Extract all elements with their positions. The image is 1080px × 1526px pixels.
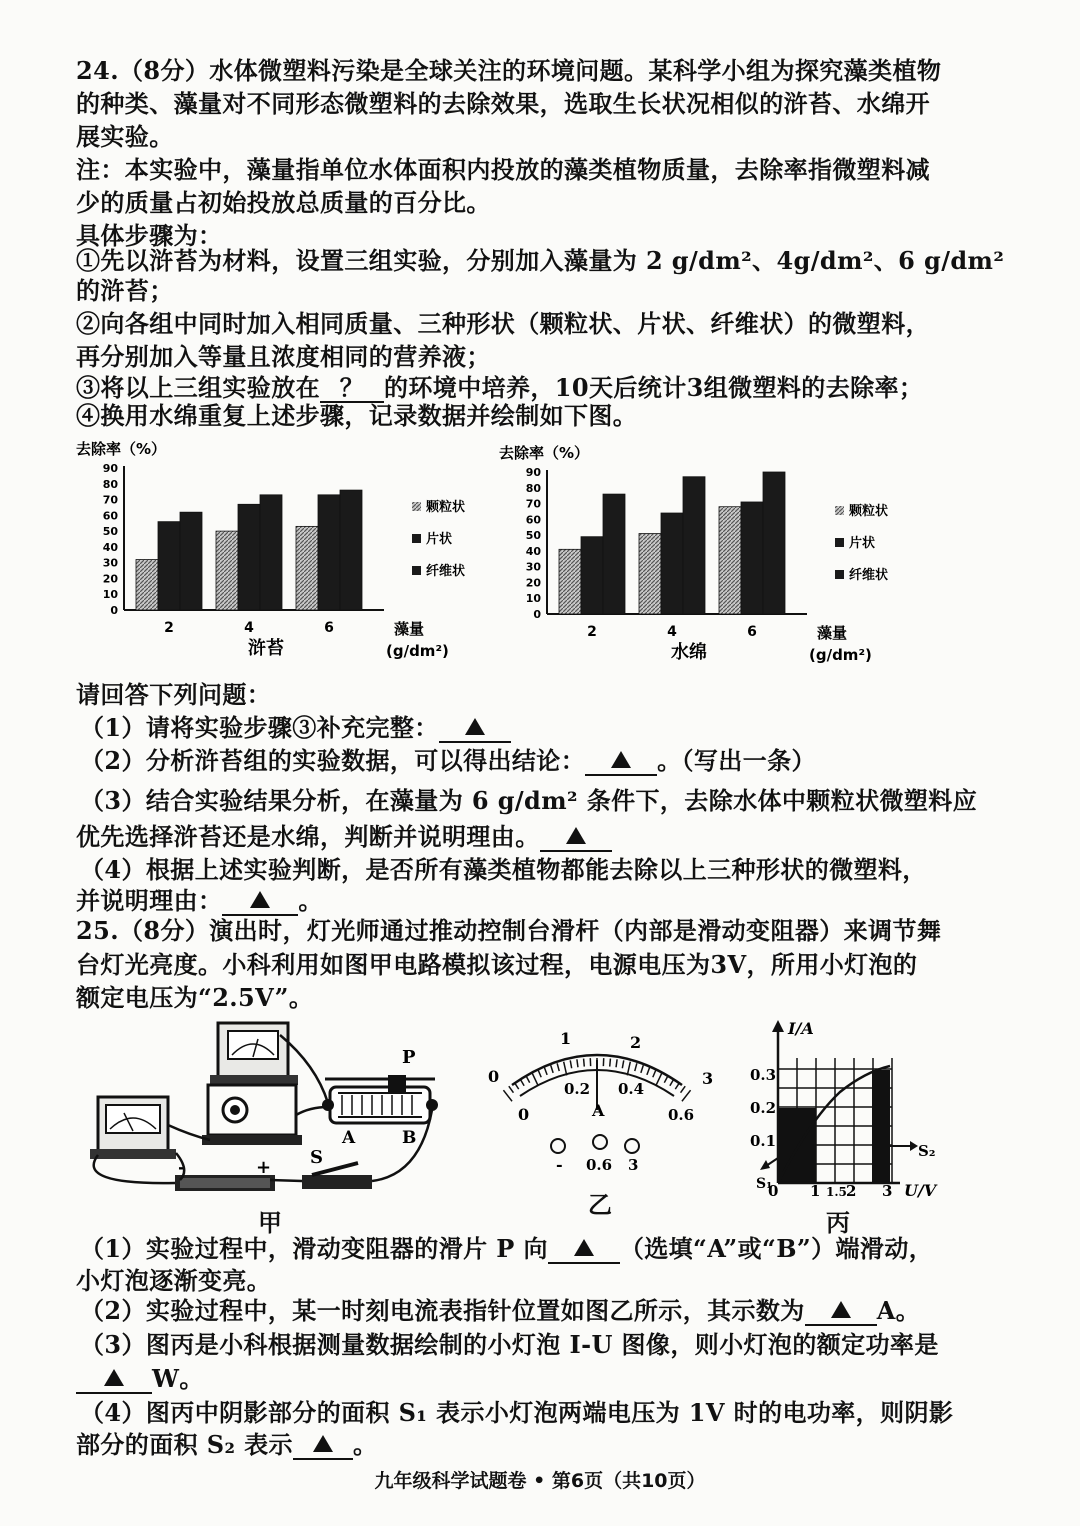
dial-tick: [544, 1067, 547, 1075]
figure-bing-iu-graph: [750, 1020, 960, 1204]
y-tick-label: 40: [102, 540, 118, 554]
q24-note-2: 少的质量占初始投放总质量的百分比。: [76, 188, 491, 217]
legend-label: 纤维状: [849, 568, 889, 583]
y-tick-label: 20: [525, 576, 541, 590]
iu-xtick-1: 1: [810, 1182, 821, 1200]
rheostat-label-b: B: [402, 1128, 417, 1148]
switch-label-s: S: [310, 1147, 323, 1168]
chart-shuimian-svg: [495, 444, 935, 669]
page-footer: 九年级科学试题卷 • 第6页（共10页）: [374, 1470, 706, 1492]
legend-label: 颗粒状: [426, 500, 466, 515]
iu-xtick-2: 2: [846, 1182, 857, 1200]
q24-sub4-text: 并说明理由：: [76, 886, 223, 915]
dial-top-3: 3: [702, 1069, 714, 1088]
q25-line-3: 额定电压为“2.5V”。: [76, 983, 314, 1012]
terminal-minus-icon: [551, 1139, 565, 1153]
x-tick-label: 2: [164, 620, 174, 636]
bar-片状-4: [661, 513, 683, 614]
answer-triangle-icon: [574, 1239, 594, 1256]
q25-line-1: 25.（8分）演出时，灯光师通过推动控制台滑杆（内部是滑动变阻器）来调节舞: [76, 916, 942, 945]
dial-tick: [610, 1059, 611, 1067]
q25-sub1-l2: 小灯泡逐渐变亮。: [76, 1266, 272, 1295]
dial-tick: [532, 1073, 538, 1086]
answer-blank-25-1[interactable]: [548, 1236, 620, 1264]
bar-片状-6: [318, 495, 340, 610]
dial-tick: [681, 1086, 686, 1093]
y-tick-label: 80: [102, 477, 118, 491]
dial-tick: [526, 1076, 530, 1083]
bar-颗粒状-6: [719, 507, 741, 614]
q25-sub4-post: 。: [352, 1430, 378, 1459]
answer-blank-24-4[interactable]: [222, 888, 298, 916]
q25-sub4-l1: （4）图丙中阴影部分的面积 S₁ 表示小灯泡两端电压为 1V 时的电功率，则阴影: [80, 1398, 954, 1427]
q24-note-1: 注：本实验中，藻量指单位水体面积内投放的藻类植物质量，去除率指微塑料减: [76, 155, 930, 184]
q25-sub2-post: A。: [876, 1296, 921, 1325]
q24-sub4-l2: [76, 886, 956, 916]
q25-sub3-l1: （3）图丙是小科根据测量数据绘制的小灯泡 I-U 图像，则小灯泡的额定功率是: [80, 1330, 939, 1359]
y-tick-label: 50: [525, 529, 541, 543]
dial-tick: [503, 1090, 512, 1101]
voltmeter-icon: [210, 1023, 298, 1085]
x-tick-label: 6: [747, 624, 757, 640]
bar-颗粒状-4: [639, 534, 661, 614]
q24-step-1: ①先以浒苔为材料，设置三组实验，分别加入藻量为 2 g/dm²、4g/dm²、6 g/dm²: [76, 246, 1005, 275]
q24-sub1: [80, 713, 960, 743]
step3-post: 的环境中培养，10天后统计3组微塑料的去除率；: [384, 373, 924, 402]
ammeter-icon: [90, 1097, 176, 1159]
rheostat-label-a: A: [342, 1128, 356, 1148]
dial-tick: [570, 1060, 571, 1068]
y-tick-label: 70: [525, 497, 541, 511]
figure-jia-caption: 甲: [258, 1208, 282, 1237]
dial-bottom-1: 0.2: [564, 1080, 591, 1098]
dial-top-1: 1: [560, 1029, 572, 1048]
dial-tick: [564, 1062, 567, 1076]
dial-top-0: 0: [488, 1067, 500, 1086]
chart-xlabel: 浒苔: [248, 638, 284, 659]
dial-bottom-0: 0: [518, 1105, 530, 1124]
q25-sub2: [80, 1296, 960, 1326]
y-axis-arrow-icon: [772, 1020, 784, 1032]
answer-triangle-icon: [465, 718, 485, 735]
x-tick-label: 6: [324, 620, 334, 636]
answer-blank-25-4[interactable]: [293, 1432, 353, 1460]
y-tick-label: 60: [525, 513, 541, 527]
dial-bottom-2: 0.4: [618, 1080, 645, 1098]
q24-step-3: [76, 373, 956, 403]
q24-step-2b: 再分别加入等量且浓度相同的营养液；: [76, 342, 491, 371]
legend-label: 颗粒状: [849, 504, 889, 519]
q25-sub1-text: （1）实验过程中，滑动变阻器的滑片 P 向: [80, 1234, 548, 1263]
y-tick-label: 70: [102, 493, 118, 507]
answer-blank-24-1[interactable]: [439, 715, 511, 743]
dial-tick: [577, 1059, 578, 1067]
iu-xtick-15: 1.5: [826, 1185, 847, 1199]
step3-pre: ③将以上三组实验放在: [76, 373, 320, 402]
chart-xunit: (g/dm²): [809, 646, 872, 664]
q24-sub4-l1: （4）根据上述实验判断，是否所有藻类植物都能去除以上三种形状的微塑料，: [80, 855, 927, 884]
y-tick-label: 30: [102, 556, 118, 570]
dial-tick: [641, 1065, 643, 1073]
q24-sub1-text: （1）请将实验步骤③补充完整：: [80, 713, 439, 742]
iu-s2-label: S₂: [918, 1142, 936, 1160]
q24-sub2: [80, 746, 960, 776]
bar-颗粒状-6: [296, 526, 318, 610]
answer-blank-24-2[interactable]: [585, 748, 657, 776]
iu-ytick-03: 0.3: [750, 1066, 777, 1084]
y-tick-label: 60: [102, 509, 118, 523]
bar-颗粒状-2: [559, 549, 581, 614]
bar-颗粒状-2: [136, 560, 158, 610]
iu-ylabel: I/A: [788, 1020, 814, 1038]
dial-tick: [627, 1062, 630, 1076]
dial-tick: [682, 1090, 691, 1101]
dial-tick: [551, 1065, 553, 1073]
y-tick-label: 0: [533, 608, 541, 621]
iu-s1-label: S₁: [756, 1176, 773, 1192]
dial-tick: [509, 1086, 514, 1093]
bar-片状-4: [238, 504, 260, 610]
dial-tick: [635, 1063, 637, 1071]
legend-swatch: [835, 506, 844, 515]
legend-swatch: [835, 538, 844, 547]
bar-颗粒状-4: [216, 531, 238, 610]
x-tick-label: 4: [244, 620, 254, 636]
battery-minus-label: -: [178, 1157, 186, 1178]
iu-xtick-0: 0: [768, 1182, 779, 1200]
terminal-06: 0.6: [586, 1156, 613, 1174]
bar-片状-2: [581, 537, 603, 614]
y-tick-label: 20: [102, 572, 118, 586]
q25-sub3-l2: [76, 1364, 956, 1394]
chart-hutai: [72, 440, 472, 669]
y-tick-label: 50: [102, 525, 118, 539]
legend-swatch: [412, 566, 421, 575]
dial-tick: [514, 1082, 518, 1089]
dial-tick: [675, 1082, 679, 1089]
y-tick-label: 90: [102, 462, 118, 475]
bar-纤维状-6: [340, 490, 362, 610]
legend-label: 片状: [426, 532, 453, 547]
q25-sub2-text: （2）实验过程中，某一时刻电流表指针位置如图乙所示，其示数为: [80, 1296, 805, 1325]
answer-blank-25-3[interactable]: [76, 1366, 152, 1394]
dial-tick: [616, 1059, 617, 1067]
answer-triangle-icon: [831, 1301, 851, 1318]
iu-xtick-3: 3: [882, 1182, 893, 1200]
q24-sub3-text: 优先选择浒苔还是水绵，判断并说明理由。: [76, 822, 540, 851]
terminal-minus: -: [556, 1155, 563, 1174]
bar-纤维状-4: [683, 477, 705, 614]
chart-ylabel: 去除率（%）: [499, 444, 590, 462]
chart-xunit-label: 藻量: [394, 620, 425, 638]
chart-xlabel: 水绵: [671, 642, 707, 663]
rheostat-icon: [322, 1075, 438, 1123]
y-tick-label: 40: [525, 544, 541, 558]
answer-triangle-icon: [313, 1435, 333, 1452]
answer-blank-25-2[interactable]: [805, 1298, 877, 1326]
rheostat-label-p: P: [402, 1047, 416, 1068]
answer-triangle-icon: [250, 891, 270, 908]
dial-tick: [557, 1063, 559, 1071]
bar-纤维状-4: [260, 495, 282, 610]
lamp-icon: [202, 1085, 302, 1145]
dial-tick: [664, 1076, 668, 1083]
q25-sub4-text: 部分的面积 S₂ 表示: [76, 1430, 293, 1459]
legend-label: 片状: [849, 536, 876, 551]
q24-sub3-l2: [76, 822, 956, 852]
legend-label: 纤维状: [426, 564, 466, 579]
terminal-06-icon: [593, 1135, 607, 1149]
q24-line-1: 24.（8分）水体微塑料污染是全球关注的环境问题。某科学小组为探究藻类植物: [76, 56, 942, 85]
q24-sub2-text: （2）分析浒苔组的实验数据，可以得出结论：: [80, 746, 586, 775]
figure-jia-circuit: [80, 1015, 460, 1214]
q24-step-1b: 的浒苔；: [76, 276, 174, 305]
shaded-area-s2: [872, 1070, 890, 1183]
iu-ytick-02: 0.2: [750, 1099, 777, 1117]
y-tick-label: 0: [110, 604, 118, 617]
answer-triangle-icon: [104, 1369, 124, 1386]
x-tick-label: 2: [587, 624, 597, 640]
bar-纤维状-2: [180, 512, 202, 610]
q24-step-4: ④换用水绵重复上述步骤，记录数据并绘制如下图。: [76, 401, 638, 430]
dial-top-2: 2: [630, 1033, 642, 1052]
dial-bottom-3: 0.6: [668, 1106, 695, 1124]
dial-tick: [647, 1067, 650, 1075]
chart-xunit: (g/dm²): [386, 642, 449, 660]
q25-sub4-l2: [76, 1430, 956, 1460]
q24-sub4-post: 。: [298, 886, 323, 915]
q25-sub1-post: （选填“A”或“B”）端滑动，: [619, 1234, 934, 1263]
legend-swatch: [412, 534, 421, 543]
chart-ylabel: 去除率（%）: [76, 440, 167, 458]
iu-xlabel: U/V: [904, 1181, 937, 1200]
step3-blank[interactable]: ？: [320, 375, 384, 403]
x-tick-label: 4: [667, 624, 677, 640]
figure-bing-caption: 丙: [826, 1208, 850, 1237]
chart-xunit-label: 藻量: [817, 624, 848, 642]
battery-plus-label: +: [256, 1157, 272, 1178]
s1-arrow-icon: [760, 1160, 770, 1170]
y-tick-label: 90: [525, 466, 541, 479]
bar-纤维状-6: [763, 472, 785, 614]
dial-tick: [622, 1060, 623, 1068]
answer-triangle-icon: [566, 827, 586, 844]
figure-yi-caption: 乙: [588, 1190, 612, 1219]
legend-swatch: [835, 570, 844, 579]
q25-sub1: [80, 1234, 960, 1264]
chart-shuimian: [495, 444, 935, 673]
dial-unit: A: [592, 1101, 605, 1120]
dial-tick: [538, 1070, 541, 1077]
q24-prompt: 请回答下列问题：: [76, 680, 272, 709]
bar-纤维状-2: [603, 494, 625, 614]
q24-line-3: 展实验。: [76, 122, 174, 151]
dial-tick: [584, 1059, 585, 1067]
dial-tick: [653, 1070, 656, 1077]
y-tick-label: 10: [102, 588, 118, 602]
q25-line-2: 台灯光亮度。小科利用如图甲电路模拟该过程，电源电压为3V，所用小灯泡的: [76, 950, 918, 979]
answer-blank-24-3[interactable]: [540, 824, 612, 852]
q24-steps-title: 具体步骤为：: [76, 221, 223, 250]
y-tick-label: 10: [525, 592, 541, 606]
y-tick-label: 30: [525, 560, 541, 574]
bar-片状-2: [158, 522, 180, 610]
legend-swatch: [412, 502, 421, 511]
answer-triangle-icon: [611, 751, 631, 768]
dial-tick: [520, 1079, 524, 1086]
q24-sub2-post: 。（写出一条）: [657, 746, 816, 775]
q24-line-2: 的种类、藻量对不同形态微塑料的去除效果，选取生长状况相似的浒苔、水绵开: [76, 89, 930, 118]
terminal-3: 3: [628, 1156, 639, 1174]
iu-ytick-01: 0.1: [750, 1132, 777, 1150]
y-tick-label: 80: [525, 481, 541, 495]
dial-tick: [656, 1073, 662, 1086]
q25-sub3-post: W。: [152, 1364, 204, 1393]
bar-片状-6: [741, 502, 763, 614]
chart-hutai-svg: [72, 440, 472, 665]
dial-tick: [670, 1079, 674, 1086]
s2-arrow-icon: [910, 1141, 918, 1151]
q24-sub3-l1: （3）结合实验结果分析，在藻量为 6 g/dm² 条件下，去除水体中颗粒状微塑料应: [80, 786, 978, 815]
q24-step-2: ②向各组中同时加入相同质量、三种形状（颗粒状、片状、纤维状）的微塑料，: [76, 309, 930, 338]
terminal-3-icon: [625, 1139, 639, 1153]
